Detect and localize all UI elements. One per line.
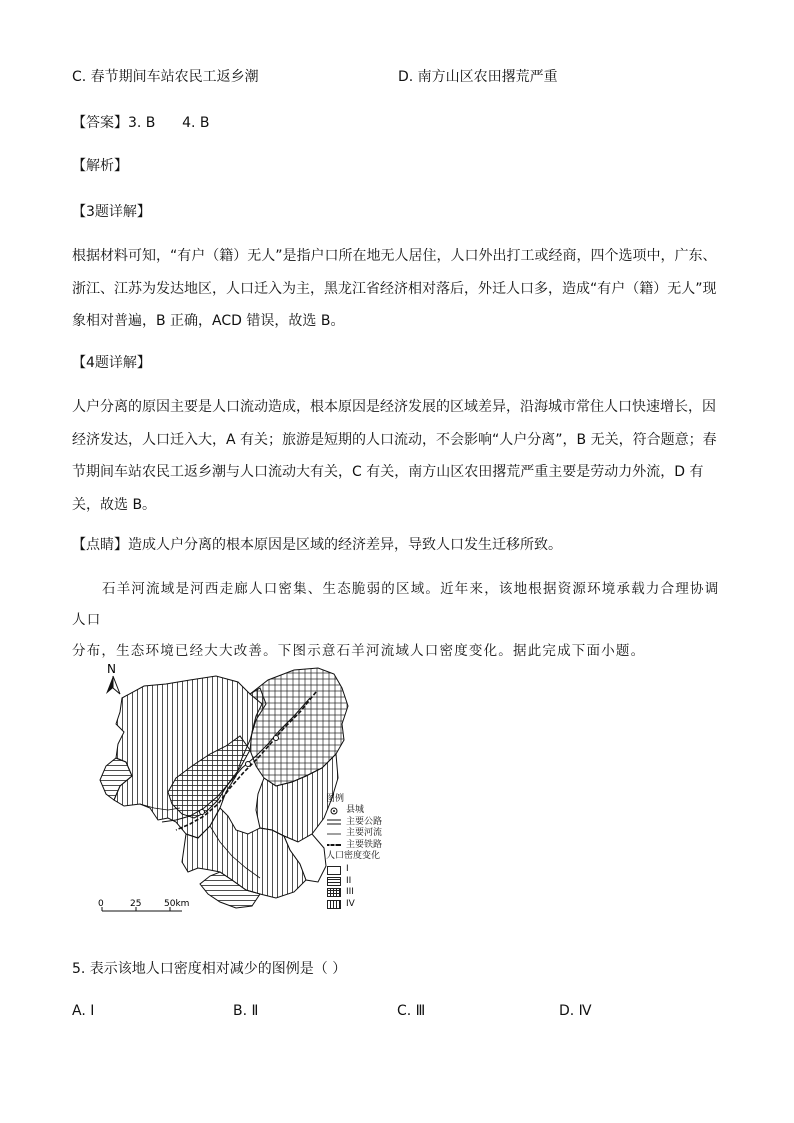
class-iii-swatch bbox=[326, 888, 342, 897]
answer-label: 【答案】 bbox=[72, 115, 128, 131]
county-town-icon bbox=[246, 762, 251, 767]
q4-line: 经济发达，人口迁入大，A 有关；旅游是短期的人口流动，不会影响“人户分离”，B 无关，符合题意；春 bbox=[72, 431, 717, 448]
density-label: I bbox=[346, 864, 349, 875]
q3-explanation bbox=[72, 240, 722, 338]
q5-option-b[interactable]: B. Ⅱ bbox=[233, 1003, 259, 1019]
class-iv-swatch bbox=[326, 900, 342, 909]
scale-label-50: 50km bbox=[164, 899, 190, 909]
north-label: N bbox=[107, 662, 116, 676]
density-item bbox=[326, 899, 382, 910]
q3-heading: 【3题详解】 bbox=[72, 204, 151, 220]
railway-icon bbox=[326, 841, 342, 849]
density-title bbox=[326, 851, 382, 862]
point-text: 造成人户分离的根本原因是区域的经济差异，导致人口发生迁移所致。 bbox=[128, 537, 562, 553]
legend-label: 县城 bbox=[346, 805, 365, 816]
q4-explanation bbox=[72, 391, 722, 521]
county-town-icon bbox=[326, 806, 342, 816]
density-title-text: 人口密度变化 bbox=[326, 850, 381, 861]
q4-line: 关，故选 B。 bbox=[72, 496, 157, 513]
legend-item bbox=[326, 805, 382, 816]
analysis-label: 【解析】 bbox=[72, 158, 128, 174]
legend-title-text: 图例 bbox=[326, 794, 345, 804]
county-town-icon bbox=[200, 810, 205, 815]
answer-values: 3. B 4. B bbox=[128, 115, 210, 131]
class-i-swatch bbox=[326, 866, 342, 875]
density-item bbox=[326, 864, 382, 875]
scale-label-0: 0 bbox=[98, 899, 104, 909]
intro-line-2: 分布，生态环境已经大大改善。下图示意石羊河流域人口密度变化。据此完成下面小题。 bbox=[72, 643, 646, 659]
q4-heading: 【4题详解】 bbox=[72, 355, 151, 371]
q5-stem: 5. 表示该地人口密度相对减少的图例是（ ） bbox=[72, 961, 347, 977]
q4-line: 人户分离的原因主要是人口流动造成，根本原因是经济发展的区域差异，沿海城市常住人口快速增长，因 bbox=[72, 399, 716, 415]
q5-option-d[interactable]: D. Ⅳ bbox=[559, 1003, 592, 1019]
intro-text-1: 石羊河流域是河西走廊人口密集、生态脆弱的区域。近年来，该地根据资源环境承载力合理协调人口 bbox=[72, 581, 720, 628]
legend-label: 主要河流 bbox=[346, 828, 383, 839]
point-label: 【点睛】 bbox=[72, 537, 128, 553]
legend-label: 主要公路 bbox=[346, 816, 383, 827]
density-label: IV bbox=[346, 898, 355, 909]
legend-item bbox=[326, 828, 382, 839]
density-label: II bbox=[346, 875, 352, 886]
answer-line bbox=[72, 112, 210, 132]
scale-label-25: 25 bbox=[130, 899, 142, 909]
q5-option-c[interactable]: C. Ⅲ bbox=[397, 1003, 426, 1019]
q3-line: 浙江、江苏为发达地区，人口迁入为主，黑龙江省经济相对落后，外迁人口多，造成“有户（籍）无人”现 bbox=[72, 280, 717, 297]
north-arrow-icon bbox=[106, 676, 113, 694]
legend-item bbox=[326, 840, 382, 851]
density-label: III bbox=[346, 887, 354, 898]
option-d: D. 南方山区农田撂荒严重 bbox=[398, 69, 558, 85]
material-intro bbox=[72, 574, 722, 667]
map-legend bbox=[326, 794, 382, 910]
legend-label: 主要铁路 bbox=[346, 839, 383, 850]
class-ii-swatch bbox=[326, 877, 342, 886]
river-icon bbox=[326, 830, 342, 838]
q5-option-a[interactable]: A. Ⅰ bbox=[72, 1003, 95, 1019]
county-town-icon bbox=[274, 736, 279, 741]
legend-item bbox=[326, 817, 382, 828]
intro-line-1 bbox=[72, 574, 722, 636]
option-c: C. 春节期间车站农民工返乡潮 bbox=[72, 69, 259, 85]
q4-line: 节期间车站农民工返乡潮与人口流动大有关，C 有关，南方山区农田撂荒严重主要是劳动力外流，D 有 bbox=[72, 464, 704, 480]
q3-line: 根据材料可知，“有户（籍）无人”是指户口所在地无人居住，人口外出打工或经商，四个选项中，广东、 bbox=[72, 248, 717, 264]
point-line bbox=[72, 534, 562, 554]
road-icon bbox=[326, 818, 342, 826]
density-item bbox=[326, 876, 382, 887]
north-arrow-icon-right bbox=[113, 676, 120, 694]
q3-line: 象相对普遍，B 正确，ACD 错误，故选 B。 bbox=[72, 313, 345, 329]
density-item bbox=[326, 887, 382, 898]
legend-title bbox=[326, 794, 382, 805]
